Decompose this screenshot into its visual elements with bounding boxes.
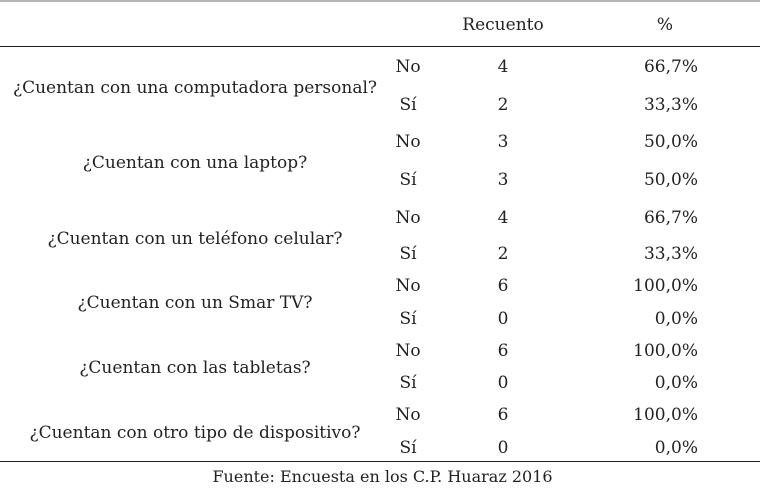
count-cell: 6 <box>497 341 509 361</box>
table-row <box>0 202 760 235</box>
table-row <box>0 126 760 159</box>
header-count: Recuento <box>462 15 544 35</box>
percent-cell: 33,3% <box>643 95 698 115</box>
header-rule <box>0 46 760 47</box>
count-cell: 6 <box>497 276 509 296</box>
header-percent: % <box>656 15 674 35</box>
answer-cell: No <box>395 341 421 361</box>
answer-cell: No <box>395 132 421 152</box>
answer-cell: Sí <box>399 309 417 329</box>
percent-cell: 50,0% <box>643 132 698 152</box>
question-label: ¿Cuentan con otro tipo de dispositivo? <box>29 423 361 443</box>
percent-cell: 50,0% <box>643 170 698 190</box>
percent-cell: 0,0% <box>654 309 698 329</box>
percent-cell: 33,3% <box>643 244 698 264</box>
question-label: ¿Cuentan con un Smar TV? <box>77 293 313 313</box>
question-label: ¿Cuentan con un teléfono celular? <box>47 229 343 249</box>
question-label: ¿Cuentan con una computadora personal? <box>12 78 378 98</box>
count-cell: 0 <box>497 373 509 393</box>
table-row <box>0 164 760 197</box>
table-row <box>0 89 760 122</box>
answer-cell: No <box>395 208 421 228</box>
answer-cell: Sí <box>399 373 417 393</box>
percent-cell: 0,0% <box>654 438 698 458</box>
answer-cell: Sí <box>399 170 417 190</box>
question-label: ¿Cuentan con una laptop? <box>82 153 308 173</box>
answer-cell: Sí <box>399 95 417 115</box>
bottom-rule <box>0 461 760 462</box>
count-cell: 0 <box>497 309 509 329</box>
table-row <box>0 335 760 368</box>
table-row <box>0 303 760 336</box>
percent-cell: 66,7% <box>643 208 698 228</box>
count-cell: 6 <box>497 405 509 425</box>
percent-cell: 66,7% <box>643 57 698 77</box>
count-cell: 4 <box>497 208 509 228</box>
count-cell: 4 <box>497 57 509 77</box>
question-label: ¿Cuentan con las tabletas? <box>79 358 311 378</box>
percent-cell: 100,0% <box>633 276 698 296</box>
table-row <box>0 238 760 271</box>
table-row <box>0 51 760 84</box>
table-row <box>0 270 760 303</box>
table-row <box>0 399 760 432</box>
answer-cell: Sí <box>399 244 417 264</box>
table-row <box>0 367 760 400</box>
answer-cell: Sí <box>399 438 417 458</box>
answer-cell: No <box>395 405 421 425</box>
count-cell: 0 <box>497 438 509 458</box>
count-cell: 2 <box>497 95 509 115</box>
percent-cell: 100,0% <box>633 405 698 425</box>
top-rule <box>0 0 760 2</box>
count-cell: 3 <box>497 132 509 152</box>
percent-cell: 0,0% <box>654 373 698 393</box>
count-cell: 2 <box>497 244 509 264</box>
answer-cell: No <box>395 57 421 77</box>
answer-cell: No <box>395 276 421 296</box>
source-caption: Fuente: Encuesta en los C.P. Huaraz 2016 <box>212 467 553 486</box>
count-cell: 3 <box>497 170 509 190</box>
percent-cell: 100,0% <box>633 341 698 361</box>
